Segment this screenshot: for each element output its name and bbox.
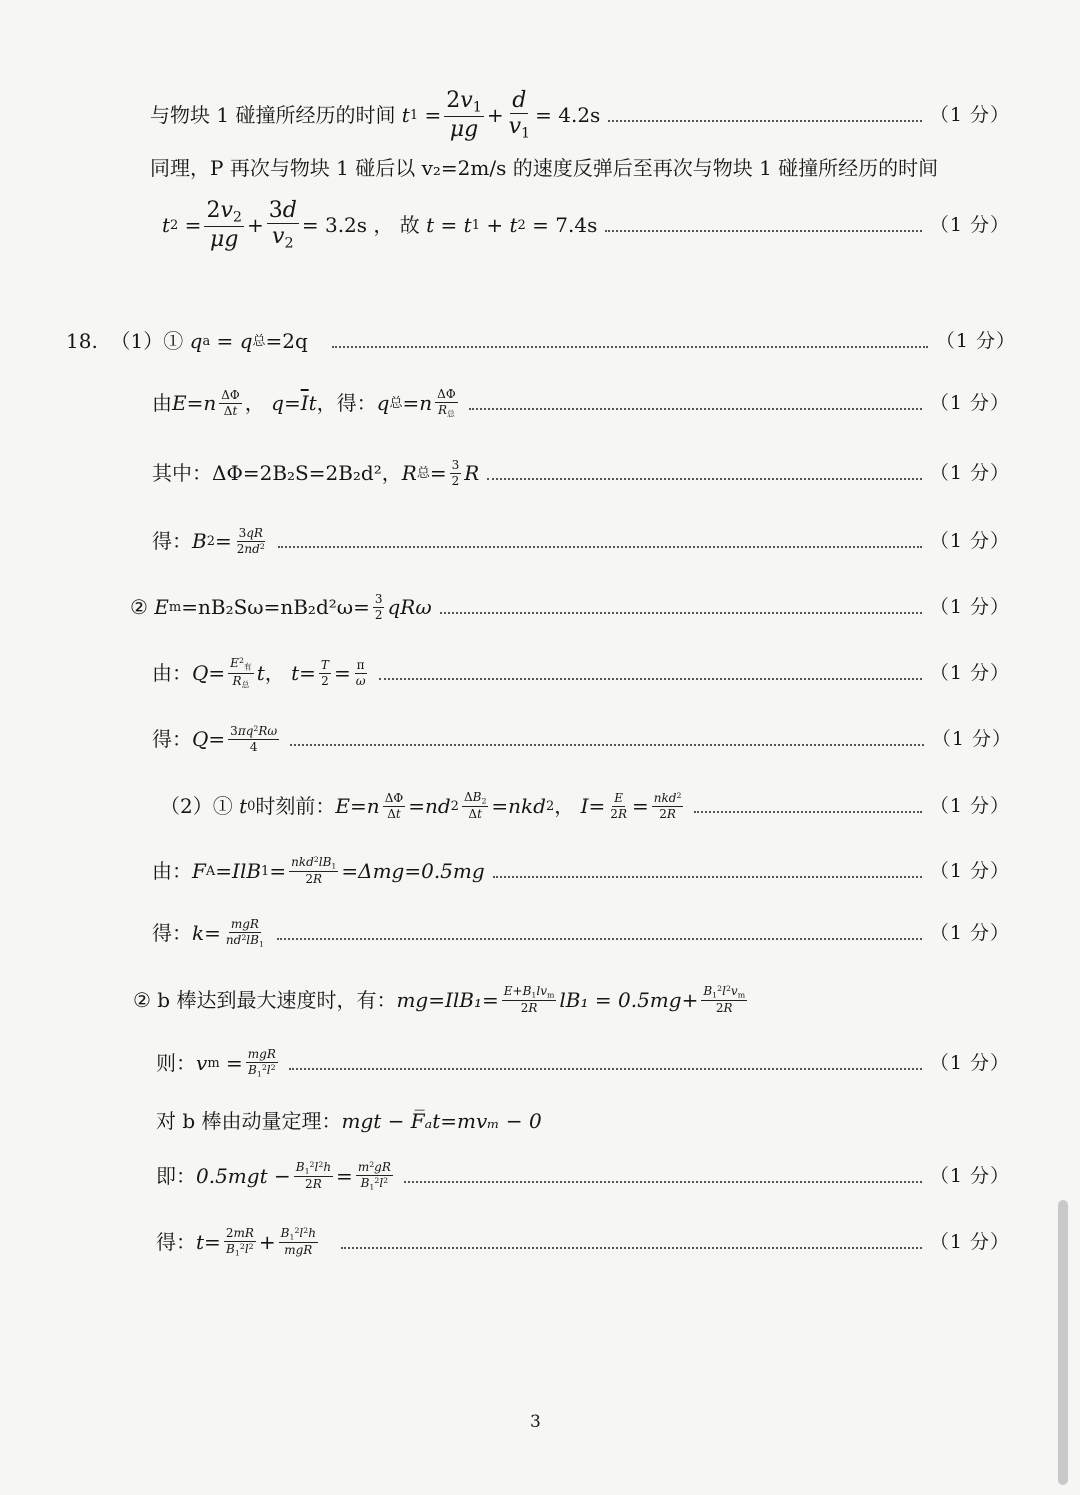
leader-dots — [440, 612, 922, 614]
score-label: （1 分） — [929, 213, 1010, 236]
leader-dots — [278, 546, 922, 548]
score-label: （1 分） — [929, 595, 1010, 618]
equation-tail: =Δmg=0.5mg — [341, 859, 485, 883]
line-part2-emf: （2）① t 0 时刻前： E = n $\frac{\Delta\Phi}{\Delta t}$ = nd 2 $\frac{\Delta B_2}{\Delta t}$ = nkd 2 ， I = $\frac{E}{2R}$ = $\frac{nkd^2}{2R}$ （1 分） — [160, 789, 1010, 822]
line-heat-result: 得： Q = $\frac{3\pi q^2R\omega}{4}$ （1 分） — [152, 723, 1012, 754]
leader-dots — [493, 876, 922, 878]
line-text: 对 b 棒由动量定理： — [156, 1109, 342, 1133]
line-vm-result: 则： v m = $\frac{\text{mgR}}{B_1^2l^2}$ （1 分） — [156, 1046, 1010, 1078]
text-mid: = 3.2s ， 故 — [301, 213, 420, 237]
page-number: 3 — [530, 1412, 541, 1432]
line-text: 与物块 1 碰撞所经历的时间 — [150, 103, 396, 127]
score-label: （1 分） — [929, 529, 1010, 552]
fraction: $\frac{3}{2}$ — [374, 591, 383, 622]
leader-dots — [608, 120, 922, 122]
prefix: 由： — [152, 661, 192, 685]
leader-dots — [605, 230, 922, 232]
prefix: 得： — [152, 921, 192, 945]
fraction: $\frac{\pi}{\omega}$ — [355, 657, 366, 688]
score-label: （1 分） — [929, 391, 1010, 414]
line-heat-formula: 由： Q = $\frac{E^2_有}{R_总}$ t ， t = $\frac{T}{2}$ = $\frac{\pi}{\omega}$ （1 分） — [152, 656, 1010, 689]
line-max-emf: ② E m =nB₂Sω=nB₂d²ω= $\frac{3}{2}$ qRω （1 分） — [130, 591, 1010, 622]
fraction: $\frac{\Delta\Phi}{R_总}$ — [437, 386, 456, 418]
separator: ，得： — [316, 391, 377, 415]
leader-dots — [487, 478, 922, 480]
fraction: $\frac{E+B_1lv_m}{2R}$ — [503, 983, 555, 1016]
equation: =2q — [265, 329, 308, 353]
fraction: $\frac{B_1^2l^2h}{\text{mgR}}$ — [280, 1225, 316, 1258]
leader-dots — [332, 346, 928, 348]
fraction: $\frac{nkd^2}{2R}$ — [653, 790, 682, 821]
score-label: （1 分） — [929, 461, 1010, 484]
fraction: $\frac{E^2_有}{R_总}$ — [230, 656, 252, 689]
fraction: $\frac{\Delta\Phi}{\Delta t}$ — [384, 790, 404, 821]
line-time-t1: 与物块 1 碰撞所经历的时间 t 1 = $\frac{2v_1}{\mu g}$ + $\frac{d}{v_1}$ = 4.2s （1 分） — [150, 87, 1010, 143]
fraction: $\frac{3d}{v_2}$ — [268, 197, 297, 252]
score-label: （1 分） — [929, 859, 1010, 882]
prefix: 由 — [152, 391, 172, 415]
fraction: $\frac{2v_1}{\mu g}$ — [446, 87, 482, 143]
line-momentum-theorem — [156, 1106, 756, 1136]
leader-dots — [277, 938, 922, 940]
score-label: （1 分） — [929, 794, 1010, 817]
prefix: 即： — [156, 1164, 196, 1188]
prefix: 则： — [156, 1051, 196, 1075]
line-max-speed-condition — [133, 978, 833, 1022]
question-number: 18. — [66, 329, 98, 353]
result: = 4.2s — [535, 103, 601, 127]
separator: ， — [244, 391, 265, 415]
fraction: $\frac{3\pi q^2R\omega}{4}$ — [230, 723, 278, 754]
fraction: $\frac{2mR}{B_1^2l^2}$ — [225, 1225, 254, 1257]
equation: mgt − F̅ₐt=mvₘ − 0 — [341, 1109, 542, 1133]
fraction: $\frac{m^2gR}{B_1^2l^2}$ — [357, 1159, 391, 1191]
leader-dots — [404, 1181, 922, 1183]
leader-dots — [289, 1068, 922, 1070]
score-label: （1 分） — [935, 329, 1016, 352]
line-k-result: 得： k = $\frac{\text{mgR}}{nd^2lB_1}$ （1 分） — [152, 916, 1010, 948]
score-label: （1 分） — [929, 1230, 1010, 1253]
score-label: （1 分） — [929, 103, 1010, 126]
scrollbar-thumb[interactable] — [1058, 1200, 1068, 1485]
fraction: $\frac{3}{2}$ — [451, 457, 460, 488]
fraction: $\frac{T}{2}$ — [320, 657, 329, 688]
leader-dots — [341, 1247, 922, 1249]
line-q18-charge: 18. （1）① q a = q 总 =2q （1 分） — [66, 329, 1016, 353]
score-label: （1 分） — [931, 727, 1012, 750]
prefix: ② — [130, 595, 148, 619]
fraction: $\frac{\Delta\Phi}{\Delta t}$ — [221, 387, 240, 418]
prefix: 得： — [152, 727, 192, 751]
fraction: $\frac{\text{mgR}}{nd^2lB_1}$ — [225, 916, 264, 948]
score-label: （1 分） — [929, 921, 1010, 944]
equation-tail: qRω — [387, 595, 432, 619]
line-flux-change: 其中： ΔΦ=2B₂S=2B₂d²， R 总 = $\frac{3}{2}$ R （1 分） — [152, 457, 1010, 488]
fraction: $\frac{2v_2}{\mu g}$ — [206, 197, 242, 253]
prefix: 由： — [152, 859, 192, 883]
fraction: $\frac{3qR}{2nd^2}$ — [236, 525, 265, 556]
part-label: （1）① — [110, 329, 184, 353]
line-ampere-force: 由： F A = Il B 1 = $\frac{nkd^2lB_1}{2R}$ =Δmg=0.5mg （1 分） — [152, 854, 1010, 887]
line-t-result: 得： t = $\frac{2mR}{B_1^2l^2}$ + $\frac{B_1^2l^2h}{\text{mgR}}$ （1 分） — [156, 1225, 1010, 1258]
fraction: $\frac{\text{mgR}}{B_1^2l^2}$ — [247, 1046, 276, 1078]
line-text: ② b 棒达到最大速度时，有： — [133, 988, 397, 1012]
line-time-t2: t 2 = $\frac{2v_2}{\mu g}$ + $\frac{3d}{v_2}$ = 3.2s ， 故 t = t 1 + t 2 = 7.4s （1 分） — [162, 197, 1010, 253]
line-b2-result: 得： B 2 = $\frac{3qR}{2nd^2}$ （1 分） — [152, 525, 1010, 556]
text-mid: 时刻前： — [255, 794, 336, 818]
leader-dots — [694, 811, 921, 813]
score-label: （1 分） — [929, 661, 1010, 684]
line-text-same-reason: 同理，P 再次与物块 1 碰后以 v₂=2m/s 的速度反弹后至再次与物块 1 碰撞所经历的时间 — [150, 156, 939, 180]
fraction: $\frac{d}{v_1}$ — [508, 87, 531, 142]
equation: mg=IlB₁= — [396, 988, 499, 1012]
equation: 0.5mgt − — [196, 1164, 291, 1188]
score-label: （1 分） — [929, 1051, 1010, 1074]
fraction: $\frac{B_1^2l^2h}{2R}$ — [295, 1159, 332, 1192]
fraction: $\frac{B_1^2l^2v_m}{2R}$ — [703, 983, 746, 1016]
equation-mid: lB₁ = 0.5mg+ — [559, 988, 699, 1012]
leader-dots — [379, 678, 922, 680]
leader-dots — [469, 408, 922, 410]
result: = 7.4s — [532, 213, 598, 237]
score-label: （1 分） — [929, 1164, 1010, 1187]
fraction: $\frac{E}{2R}$ — [610, 790, 627, 821]
equation: ΔΦ=2B₂S=2B₂d²， — [212, 461, 402, 485]
fraction: $\frac{\Delta B_2}{\Delta t}$ — [463, 789, 487, 822]
fraction: $\frac{nkd^2lB_1}{2R}$ — [291, 854, 337, 887]
line-induced-emf: 由 E = n $\frac{\Delta\Phi}{\Delta t}$ ， q = $\overline{I}$ t ，得： q 总 = n $\frac{\Delta\Phi}{R_总}$ （1 分） — [152, 386, 1010, 418]
prefix: 其中： — [152, 461, 212, 485]
prefix: 得： — [152, 529, 192, 553]
equation: =nB₂Sω=nB₂d²ω= — [181, 595, 370, 619]
line-momentum-expanded: 即： 0.5mgt − $\frac{B_1^2l^2h}{2R}$ = $\frac{m^2gR}{B_1^2l^2}$ （1 分） — [156, 1159, 1010, 1192]
leader-dots — [290, 744, 924, 746]
part-label: （2）① — [160, 794, 233, 818]
prefix: 得： — [156, 1230, 196, 1254]
